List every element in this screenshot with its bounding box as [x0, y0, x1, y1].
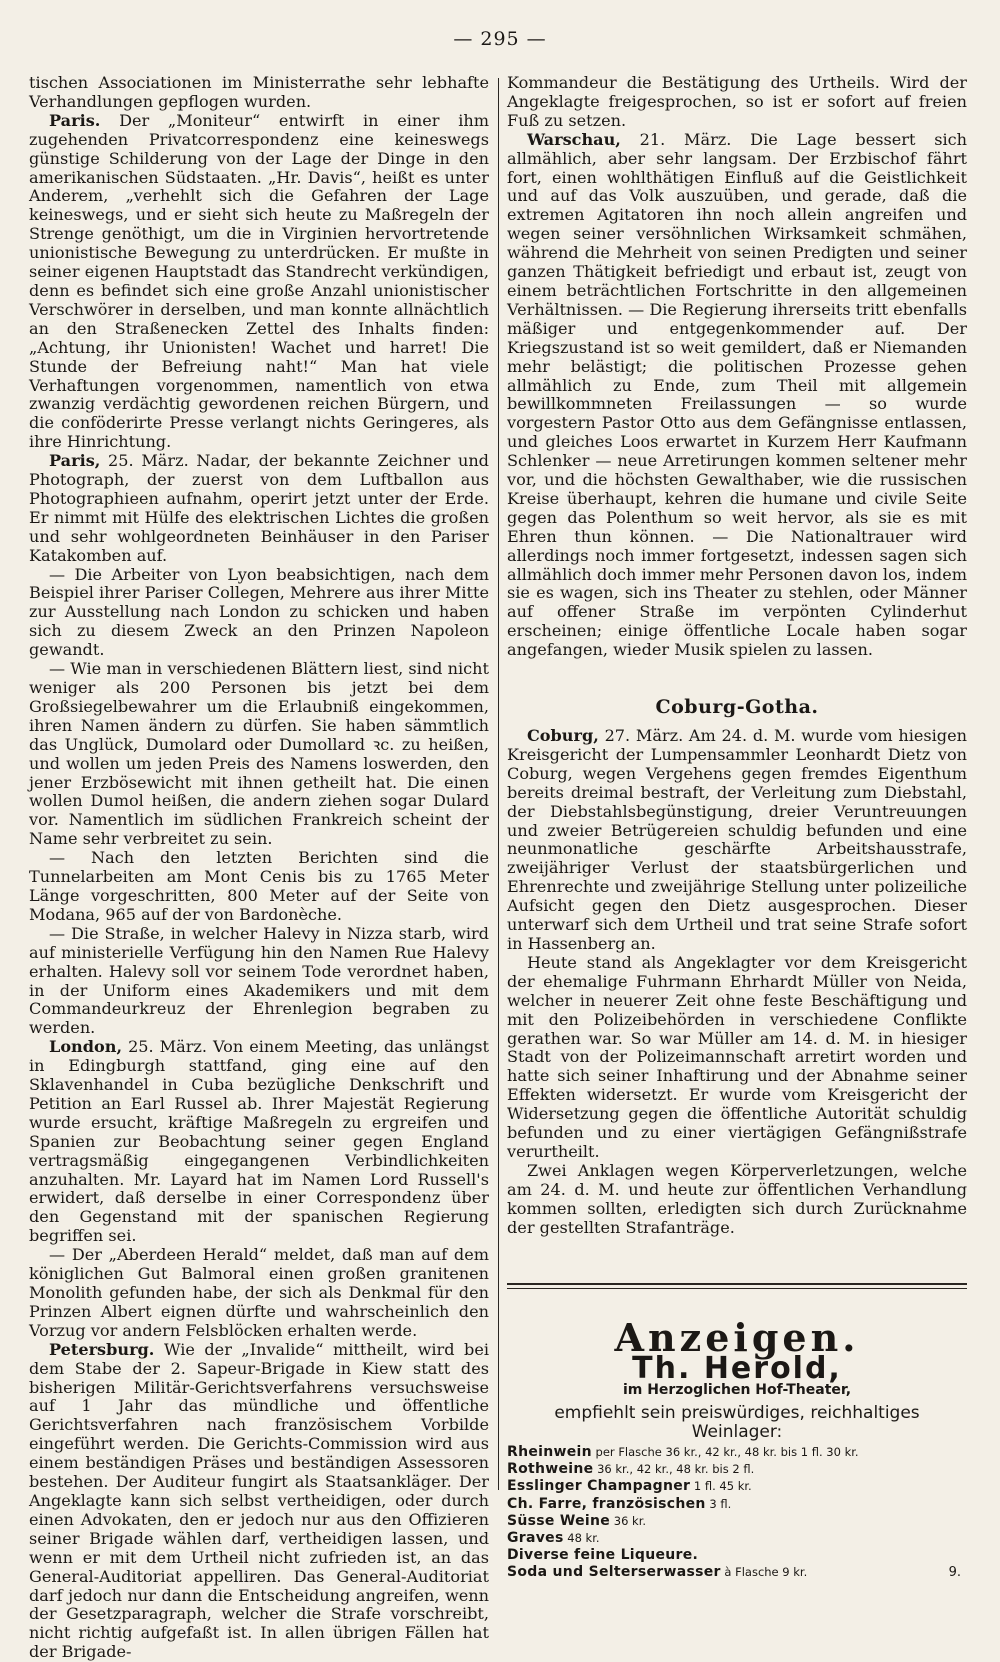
wine-list-item [507, 1461, 967, 1478]
paragraph-text: tischen Associationen im Ministerrathe sehr lebhafte Verhandlungen gepflogen wurden. [29, 73, 489, 111]
dateline: Paris. [49, 110, 101, 130]
advertisement-intro: empfiehlt sein preiswürdiges, reichhaltiges Weinlager: [554, 1403, 920, 1443]
wine-price: 48 kr. [563, 1531, 600, 1546]
wine-list-item [507, 1547, 967, 1564]
coburg-article-paragraph [507, 1162, 967, 1238]
paragraph-text: — Nach den letzten Berichten sind die Tunnelarbeiten am Mont Cenis bis zu 1765 Meter Länge vorgeschritten, 800 Meter auf der Seite von Modana, 965 auf der von Bardonèche. [29, 848, 489, 924]
right-article-paragraph [507, 131, 967, 660]
wine-name: Ch. Farre, französischen [507, 1495, 706, 1512]
wine-price: 36 kr. [610, 1513, 647, 1528]
paragraph-text: Der „Moniteur“ entwirft in einer ihm zugehenden Privatcorrespondenz eine keineswegs günstige Schilderung von der Lage der Dinge in den amerikanischen Südstaaten. „Hr. Davis“, heißt es unter Anderem, „verhehlt sich die Gefahren der Lage keineswegs, und er sieht sich heute zu Maßregeln der Strenge genöthigt, um die in Virginien hervortretende unionistische Bewegung zu unterdrücken. Er mußte in seiner eigenen Hauptstadt das Standrecht verkündigen, denn es befindet sich eine große Anzahl unionistischer Verschwörer in derselben, und man konnte allnächtlich an den Straßenecken Zettel des Inhalts finden: „Achtung, ihr Unionisten! Wachet und harret! Die Stunde der Befreiung naht!“ Man hat viele Verhaftungen vorgenommen, namentlich von etwa zwanzig verdächtig gewordenen reichen Bürgern, und die conföderirte Presse verlangt nichts Geringeres, als ihre Hinrichtung. [29, 110, 489, 452]
ads-heading: Anzeigen. [614, 1315, 860, 1361]
paragraph-text: — Wie man in verschiedenen Blättern liest, sind nicht weniger als 200 Personen bis jetzt bei dem Großsiegelbewahrer um die Erlaubniß eingekommen, ihren Namen ändern zu dürfen. Sie haben sämmtlich das Unglück, Dumolard oder Dumollard ꝛc. zu heißen, und wollen um jeden Preis des Namens loswerden, den jener Erzbösewicht mit ihnen getheilt hat. Die einen wollen Dumol heißen, die andern ziehen sogar Dulard vor. Namentlich im südlichen Frankreich scheint der Name sehr verbreitet zu sein. [29, 659, 489, 849]
paragraph-text: — Die Arbeiter von Lyon beabsichtigen, nach dem Beispiel ihrer Pariser Collegen, Mehrere aus ihrer Mitte zur Ausstellung nach London zu schicken und haben sich zu diesem Zweck an den Prinzen Napoleon gewandt. [29, 564, 489, 660]
wine-name: Rothweine [507, 1461, 594, 1478]
right-column-articles [507, 74, 967, 660]
wine-list [507, 1444, 967, 1582]
wine-price: 3 fl. [705, 1496, 732, 1511]
wine-list-item [507, 1496, 967, 1513]
coburg-gotha-section [507, 698, 967, 1237]
wine-list-item [507, 1530, 967, 1547]
wine-name: Süsse Weine [507, 1512, 611, 1529]
advertisement-reference-number: 9. [948, 1565, 961, 1581]
paragraph-text: 25. März. Nadar, der bekannte Zeichner und Photograph, der zuerst von dem Luftballon aus Photographieen aufnahm, operirt jetzt unter der Erde. Er nimmt mit Hülfe des elektrischen Lichtes die großen und sehr wohlgeordneten Beinhäuser in den Pariser Katakomben auf. [29, 451, 489, 565]
left-column [29, 74, 489, 1662]
wine-list-item [507, 1478, 967, 1495]
paragraph-text: Heute stand als Angeklagter vor dem Kreisgericht der ehemalige Fuhrmann Ehrhardt Müller von Neida, welcher in neuerer Zeit ohne feste Beschäftigung und mit den Polizeibehörden in verschiedene Conflikte gerathen war. So war Müller am 14. d. M. in hiesiger Stadt von der Polizeimannschaft arretirt worden und hatte sich seiner Inhaftirung und der Abnahme seiner Effekten widersetzt. Er wurde vom Kreisgericht der Widersetzung gegen die öffentliche Autorität schuldig befunden und zu einer viertägigen Gefängnißstrafe verurtheilt. [507, 952, 967, 1161]
paragraph-text: 25. März. Von einem Meeting, das unlängst in Edingburgh stattfand, ging eine auf den Sklavenhandel in Cuba bezügliche Denkschrift und Petition an Earl Russel ab. Ihrer Majestät Regierung wurde ersucht, kräftige Maßregeln zu ergreifen und Spanien zur Beobachtung seiner gegen England vertragsmäßig eingegangenen Verbindlichkeiten anzuhalten. Mr. Layard hat im Namen Lord Russell's erwidert, daß derselbe in einer Correspondenz über den Gegenstand mit der spanischen Regierung begriffen sei. [29, 1037, 489, 1246]
wine-list-item [507, 1513, 967, 1530]
left-article-paragraph [29, 566, 489, 661]
advertisement-section [507, 1315, 967, 1581]
wine-price: per Flasche 36 kr., 42 kr., 48 kr. bis 1 fl. 30 kr. [591, 1445, 859, 1459]
paragraph-text: 21. März. Die Lage bessert sich allmählich, aber sehr langsam. Der Erzbischof fährt fort, einen wohlthätigen Einfluß auf die Geistlichkeit und auf das Volk auszuüben, und gerade, daß die extremen Agitatoren ihn noch allein angreifen und wegen seiner versöhnlichen Wirksamkeit schmähen, während die Mehrheit von seinen Predigten und seiner ganzen Thätigkeit befriedigt und erbaut ist, zeugt von einem beträchtlichen Fortschritte in den allgemeinen Verhältnissen. — Die Regierung ihrerseits tritt ebenfalls mäßiger und entgegenkommender auf. Der Kriegszustand ist so weit gemildert, daß er Niemanden mehr belästigt; die politischen Prozesse gehen allmählich zu Ende, zum Theil mit allgemein bewillkommneten Freilassungen — so wurde vorgestern Pastor Otto aus dem Gefängnisse entlassen, und gleiches Loos erwartet in Kurzem Herr Kaufmann Schlenker — neue Arretirungen kommen seltener mehr vor, und die höchsten Gewalthaber, wie die russischen Kreise überhaupt, kehren die humane und civile Seite gegen das Polenthum so weit hervor, als sie es mit Ehren thun können. — Die Nationaltrauer wird allerdings noch immer fortgesetzt, indessen sagen sich allmählich doch immer mehr Personen davon los, indem sie es wagen, sich ins Theater zu stehlen, oder Männer auf offener Straße im verpönten Cylinderhut erscheinen; einige öffentliche Locale haben sogar angefangen, wieder Musik spielen zu lassen. [507, 129, 967, 660]
wine-name: Graves [507, 1530, 564, 1547]
wine-name: Esslinger Champagner [507, 1478, 691, 1495]
column-divider [498, 78, 499, 1490]
paragraph-text: Wie der „Invalide“ mittheilt, wird bei dem Stabe der 2. Sapeur-Brigade in Kiew statt des bisherigen Militär-Gerichtsverfahrens versuchsweise auf 1 Jahr das mündliche und öffentliche Gerichtsverfahren nach französischem Vorbilde eingeführt werden. Die Gerichts-Commission wird aus einem beständigen Präses und beständigen Assessoren bestehen. Der Auditeur fungirt als Staatsankläger. Der Angeklagte kann sich selbst vertheidigen, oder durch einen Advokaten, den er jedoch nur aus den Offizieren seiner Brigade wählen darf, vertheidigen lassen, und wenn er mit dem Urtheil nicht zufrieden ist, an das General-Auditoriat appelliren. Das General-Auditoriat darf jedoch nur dann die Entscheidung angreifen, wenn der Gesetzparagraph, welcher die Strafe vorschreibt, nicht richtig aufgefaßt ist. In allen übrigen Fällen hat der Brigade- [29, 1339, 489, 1662]
left-article-paragraph [29, 1246, 489, 1341]
section-title-coburg-gotha: Coburg-Gotha. [655, 696, 819, 719]
wine-price: à Flasche 9 kr. [720, 1565, 808, 1580]
page-number: — 295 — [453, 28, 547, 50]
wine-name: Diverse feine Liqueure. [507, 1547, 699, 1564]
left-article-paragraph [29, 452, 489, 565]
coburg-articles [507, 727, 967, 1237]
left-article-paragraph [29, 849, 489, 925]
advertiser-location: im Herzoglichen Hof-Theater, [622, 1382, 852, 1399]
left-article-paragraph [29, 1038, 489, 1246]
coburg-article-paragraph [507, 727, 967, 954]
wine-price: 36 kr., 42 kr., 48 kr. bis 2 fl. [593, 1462, 755, 1477]
right-article-paragraph [507, 74, 967, 131]
advertiser-name: Th. Herold, [632, 1351, 842, 1387]
dateline: Coburg, [527, 726, 599, 745]
left-article-paragraph [29, 112, 489, 452]
coburg-article-paragraph [507, 954, 967, 1162]
left-article-paragraph [29, 660, 489, 849]
dateline: Petersburg. [49, 1339, 155, 1359]
paragraph-text: 27. März. Am 24. d. M. wurde vom hiesigen Kreisgericht der Lumpensammler Leonhardt Dietz von Coburg, wegen Vergehens gegen fremdes Eigenthum bereits dreimal bestraft, der Verleitung zum Diebstahl, der Diebstahlsbegünstigung, dreier Veruntreuungen und zweier Betrügereien schuldig befunden und eine neunmonatliche geschärfte Arbeitshausstrafe, zweijähriger Verlust der staatsbürgerlichen und Ehrenrechte und zweijährige Stellung unter polizeiliche Aufsicht gegen den Dietz ausgesprochen. Dieser unterwarf sich dem Urtheil und trat seine Strafe sofort in Hassenberg an. [507, 726, 967, 953]
left-article-paragraph [29, 1341, 489, 1662]
wine-list-item [507, 1564, 967, 1581]
wine-list-item [507, 1444, 967, 1461]
wine-name: Rheinwein [507, 1444, 592, 1460]
paragraph-text: Zwei Anklagen wegen Körperverletzungen, welche am 24. d. M. und heute zur öffentlichen Verhandlung kommen sollten, erledigten sich durch Zurücknahme der gestellten Strafanträge. [507, 1160, 967, 1237]
paragraph-text: — Die Straße, in welcher Halevy in Nizza starb, wird auf ministerielle Verfügung hin den Namen Rue Halevy erhalten. Halevy soll vor seinem Tode verordnet haben, in der Uniform eines Akademikers und mit dem Commandeurkreuz der Ehrenlegion begraben zu werden. [29, 923, 489, 1038]
left-article-paragraph [29, 925, 489, 1038]
right-column [507, 74, 967, 1582]
paragraph-text: Kommandeur die Bestätigung des Urtheils. Wird der Angeklagte freigesprochen, so ist er sofort auf freien Fuß zu setzen. [507, 73, 967, 130]
ads-divider [507, 1283, 967, 1289]
wine-name: Soda und Selterserwasser [507, 1564, 721, 1581]
dateline: Paris, [49, 451, 101, 471]
wine-price: 1 fl. 45 kr. [690, 1479, 752, 1494]
dateline: Warschau, [527, 129, 621, 149]
left-article-paragraph [29, 74, 489, 112]
dateline: London, [49, 1037, 123, 1057]
paragraph-text: — Der „Aberdeen Herald“ meldet, daß man auf dem königlichen Gut Balmoral einen großen granitenen Monolith gefunden habe, der sich als Denkmal für den Prinzen Albert eignen dürfte und wahrscheinlich den Vorzug vor andern Felsblöcken erhalten werde. [29, 1245, 489, 1340]
